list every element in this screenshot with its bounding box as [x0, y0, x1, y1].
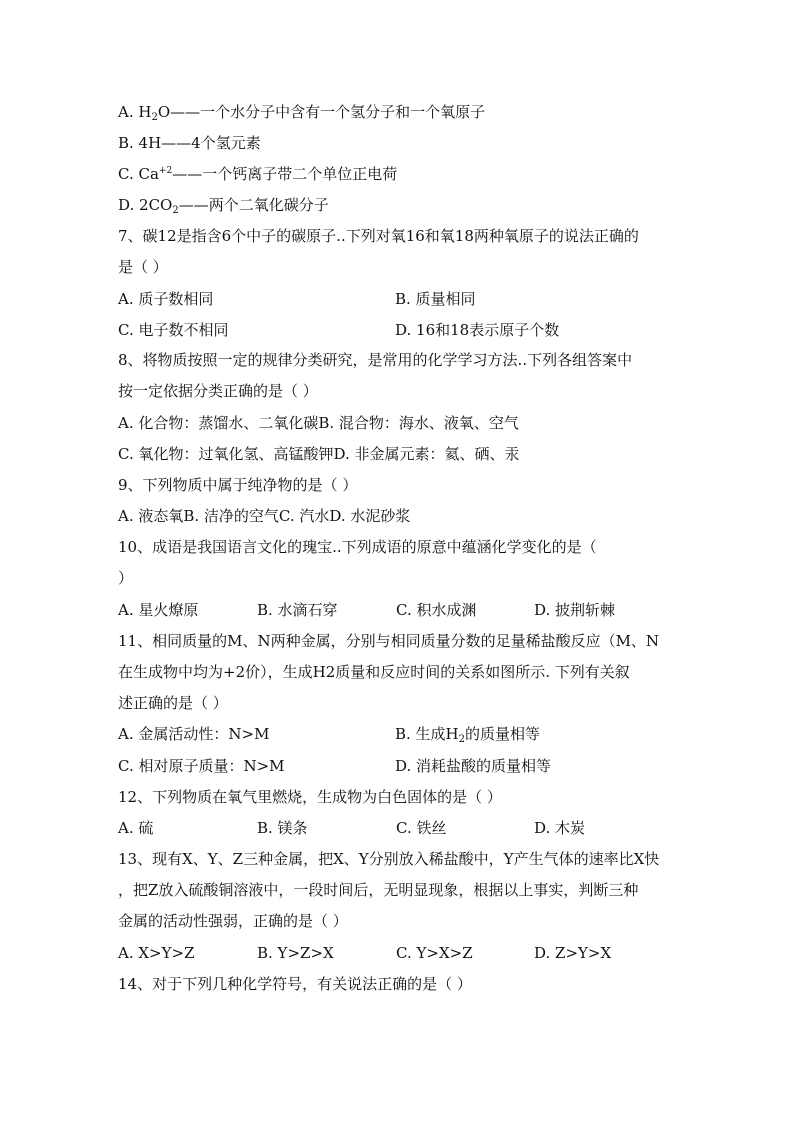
question-13-options [118, 943, 612, 963]
question-11-line-1: 11、相同质量的M、N两种金属，分别与相同质量分数的足量稀盐酸反应（M、N [118, 632, 660, 650]
question-10-options [118, 600, 616, 620]
question-8-line-1: 8、将物质按照一定的规律分类研究，是常用的化学学习方法..下列各组答案中 [118, 351, 633, 369]
option-d: D. 消耗盐酸的质量相等 [395, 757, 552, 775]
option-a: A. 金属活动性：N>M [118, 725, 270, 743]
question-13-line-3: 金属的活动性强弱，正确的是（ ） [118, 912, 348, 930]
question-8-line-2: 按一定依据分类正确的是（ ） [118, 382, 318, 400]
option-d: D. Z>Y>X [534, 944, 612, 962]
option-d: D. 16和18表示原子个数 [395, 321, 560, 339]
option-b: B. 质量相同 [395, 290, 476, 308]
option-a: A. 质子数相同 [118, 290, 214, 308]
question-7-options-cd [118, 320, 560, 340]
question-11-line-2: 在生成物中均为+2价），生成H2质量和反应时间的关系如图所示. 下列有关叙 [118, 663, 630, 681]
option-d-2co2: D. $2CO_2——$两个二氧化碳分子 [118, 196, 329, 216]
question-8-options-cd: C. 氧化物：过氧化氢、高锰酸钾D. 非金属元素：氦、硒、汞 [118, 445, 520, 463]
question-7-options-ab [118, 289, 476, 309]
question-13-line-1: 13、现有X、Y、Z三种金属，把X、Y分别放入稀盐酸中，Y产生气体的速率比X快 [118, 850, 660, 868]
option-c: C. 相对原子质量：N>M [118, 757, 285, 775]
question-11-line-3: 述正确的是（ ） [118, 694, 228, 712]
option-a: A. 硫 [118, 819, 154, 837]
question-11-options-cd [118, 756, 552, 776]
question-12: 12、下列物质在氧气里燃烧，生成物为白色固体的是（ ） [118, 788, 502, 806]
question-7-line-2: 是（ ） [118, 258, 168, 276]
question-11-options-ab [118, 724, 541, 745]
question-14: 14、对于下列几种化学符号，有关说法正确的是（ ） [118, 975, 472, 993]
option-d: D. 披荆斩棘 [534, 601, 616, 619]
question-12-options [118, 818, 586, 838]
question-13-line-2: ，把Z放入硫酸铜溶液中，一段时间后，无明显现象，根据以上事实，判断三种 [118, 881, 639, 899]
option-a-h2o: A. $H_2O——$一个水分子中含有一个氢分子和一个氧原子 [118, 103, 486, 123]
option-a: A. X>Y>Z [118, 944, 195, 962]
option-b: B. 水滴石穿 [257, 601, 338, 619]
option-b-4h: B. 4H——4个氢元素 [118, 134, 261, 152]
question-9: 9、下列物质中属于纯净物的是（ ） [118, 476, 358, 494]
option-c: C. 积水成渊 [396, 601, 477, 619]
option-b: B. 镁条 [257, 819, 308, 837]
option-d: D. 木炭 [534, 819, 586, 837]
option-b: B. 生成$H_2$的质量相等 [395, 725, 541, 745]
option-a: A. 星火燎原 [118, 601, 199, 619]
question-7-line-1: 7、碳12是指含6个中子的碳原子..下列对氧16和氧18两种氧原子的说法正确的 [118, 227, 639, 245]
option-c-ca: C. $Ca^{+2}——$一个钙离子带二个单位正电荷 [118, 165, 398, 183]
option-c: C. Y>X>Z [396, 944, 473, 962]
question-10-line-1: 10、成语是我国语言文化的瑰宝..下列成语的原意中蕴涵化学变化的是（ [118, 538, 597, 556]
question-10-line-2: ） [118, 569, 134, 587]
option-c: C. 铁丝 [396, 819, 447, 837]
question-8-options-ab: A. 化合物：蒸馏水、二氧化碳B. 混合物：海水、液氧、空气 [118, 414, 519, 432]
question-9-options: A. 液态氧B. 洁净的空气C. 汽水D. 水泥砂浆 [118, 507, 411, 525]
option-b: B. Y>Z>X [257, 944, 334, 962]
option-c: C. 电子数不相同 [118, 321, 229, 339]
